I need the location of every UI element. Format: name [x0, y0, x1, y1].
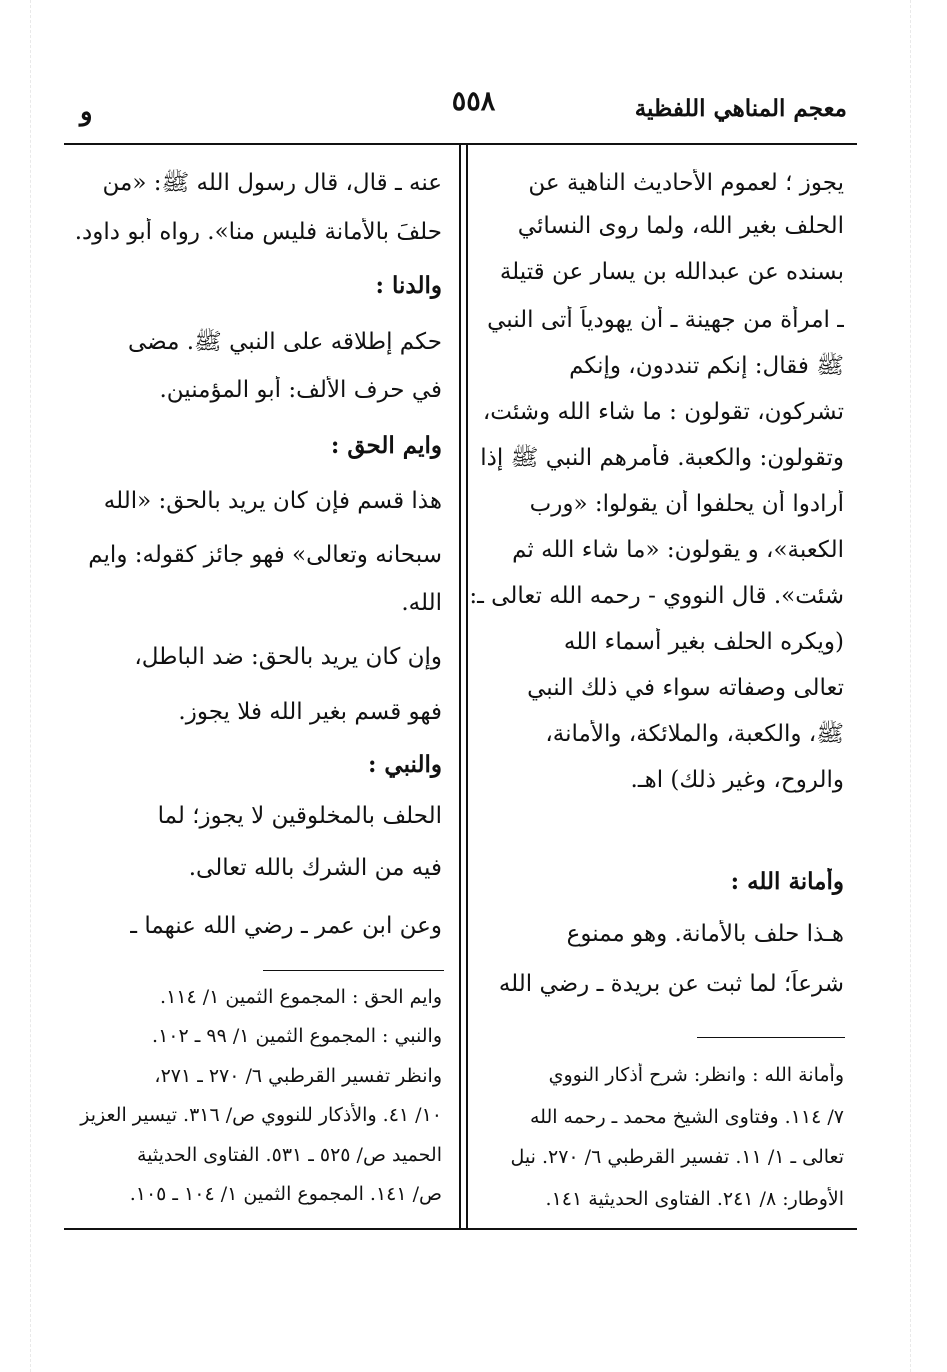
right-body-line: الكعبة»، و يقولون: «ما شاء الله ثم: [512, 537, 844, 563]
column-divider-right: [466, 145, 468, 1228]
left-footnote-line: ص/ ١٤١. المجموع الثمين ١/ ١٠٤ ـ ١٠٥.: [129, 1183, 442, 1205]
section-letter: و: [80, 97, 93, 127]
left-footnote-line: ١٠/ ٤١. والأذكار للنووي ص/ ٣١٦. تيسير العزيز: [80, 1104, 442, 1126]
right-body-line: والروح، وغير ذلك) اهـ.: [630, 767, 844, 793]
footer-rule: [64, 1228, 857, 1230]
right-footnote-line: الأوطار: ٨/ ٢٤١. الفتاوى الحديثية ١٤١.: [545, 1188, 844, 1210]
right-body-line: وتقولون: والكعبة. فأمرهم النبي ﷺ إذا: [480, 445, 844, 471]
left-footnote-line: وايم الحق : المجموع الثمين ١/ ١١٤.: [160, 986, 442, 1008]
left-body-line: فيه من الشرك بالله تعالى.: [188, 855, 442, 881]
right-footnote-line: ٧/ ١١٤. وفتاوى الشيخ محمد ـ رحمه الله: [529, 1106, 844, 1128]
right-body-line: ﷺ، والكعبة، والملائكة، والأمانة،: [545, 721, 844, 747]
right-footnote-line: وأمانة الله : وانظر: شرح أذكار النووي: [548, 1064, 844, 1086]
scan-margin-mark-left: [30, 0, 32, 1372]
entry-heading: وايم الحق :: [330, 432, 442, 459]
left-body-line: سبحانه وتعالى» فهو جائز كقوله: وايم: [88, 542, 442, 568]
left-body-line: الله.: [401, 590, 442, 616]
left-footnote-line: الحميد ص/ ٥٢٥ ـ ٥٣١. الفتاوى الحديثية: [136, 1144, 442, 1166]
page-number: ٥٥٨: [451, 86, 496, 117]
scan-margin-mark-right: [910, 0, 912, 1372]
right-body-line: تعالى وصفاته سواء في ذلك النبي: [527, 675, 844, 701]
entry-heading: والنبي :: [367, 751, 442, 778]
left-body-line: عنه ـ قال، قال رسول الله ﷺ: «من: [102, 170, 442, 196]
right-footnote-rule: [697, 1037, 845, 1038]
right-body-line: شرعاً؛ لما ثبت عن بريدة ـ رضي الله: [498, 971, 844, 997]
right-body-line: بسنده عن عبدالله بن يسار عن قتيلة: [499, 259, 844, 285]
left-body-line: الحلف بالمخلوقين لا يجوز؛ لما: [157, 803, 442, 829]
right-body-line: الحلف بغير الله، ولما روى النسائي: [517, 213, 844, 239]
right-body-line: (ويكره الحلف بغير أسماء الله: [563, 629, 844, 655]
left-body-line: وعن ابن عمر ـ رضي الله عنهما ـ: [130, 913, 442, 939]
right-body-line: يجوز ؛ لعموم الأحاديث الناهية عن: [528, 170, 844, 196]
left-footnote-line: وانظر تفسير القرطبي ٦/ ٢٧٠ ـ ٢٧١،: [154, 1065, 442, 1087]
entry-heading: والدنا :: [375, 272, 442, 299]
entry-heading: وأمانة الله :: [730, 868, 844, 895]
right-footnote-line: تعالى ـ ١/ ١١. تفسير القرطبي ٦/ ٢٧٠. نيل: [510, 1146, 844, 1168]
left-footnote-line: والنبي : المجموع الثمين ١/ ٩٩ ـ ١٠٢.: [152, 1025, 442, 1047]
right-body-line: ـ امرأة من جهينة ـ أن يهودياً أتى النبي: [487, 307, 844, 333]
left-body-line: حلفَ بالأمانة فليس منا». رواه أبو داود.: [74, 219, 442, 245]
column-divider-left: [459, 145, 461, 1228]
left-body-line: في حرف الألف: أبو المؤمنين.: [159, 377, 442, 403]
right-body-line: تشركون، تقولون : ما شاء الله وشئت،: [482, 399, 844, 425]
running-header-title: معجم المناهي اللفظية: [634, 95, 847, 122]
left-footnote-rule: [263, 970, 444, 971]
left-body-line: هذا قسم فإن كان يريد بالحق: «الله: [103, 488, 442, 514]
left-body-line: فهو قسم بغير الله فلا يجوز.: [178, 699, 442, 725]
right-body-line: هـذا حلف بالأمانة. وهو ممنوع: [566, 921, 844, 947]
right-body-line: شئت». قال النووي - رحمه الله تعالى ـ:: [469, 583, 844, 609]
left-body-line: حكم إطلاقه على النبي ﷺ. مضى: [127, 329, 442, 355]
left-body-line: وإن كان يريد بالحق: ضد الباطل،: [134, 644, 442, 670]
right-body-line: ﷺ فقال: إنكم تنددون، وإنكم: [569, 353, 844, 379]
right-body-line: أرادوا أن يحلفوا أن يقولوا: «ورب: [529, 491, 844, 517]
